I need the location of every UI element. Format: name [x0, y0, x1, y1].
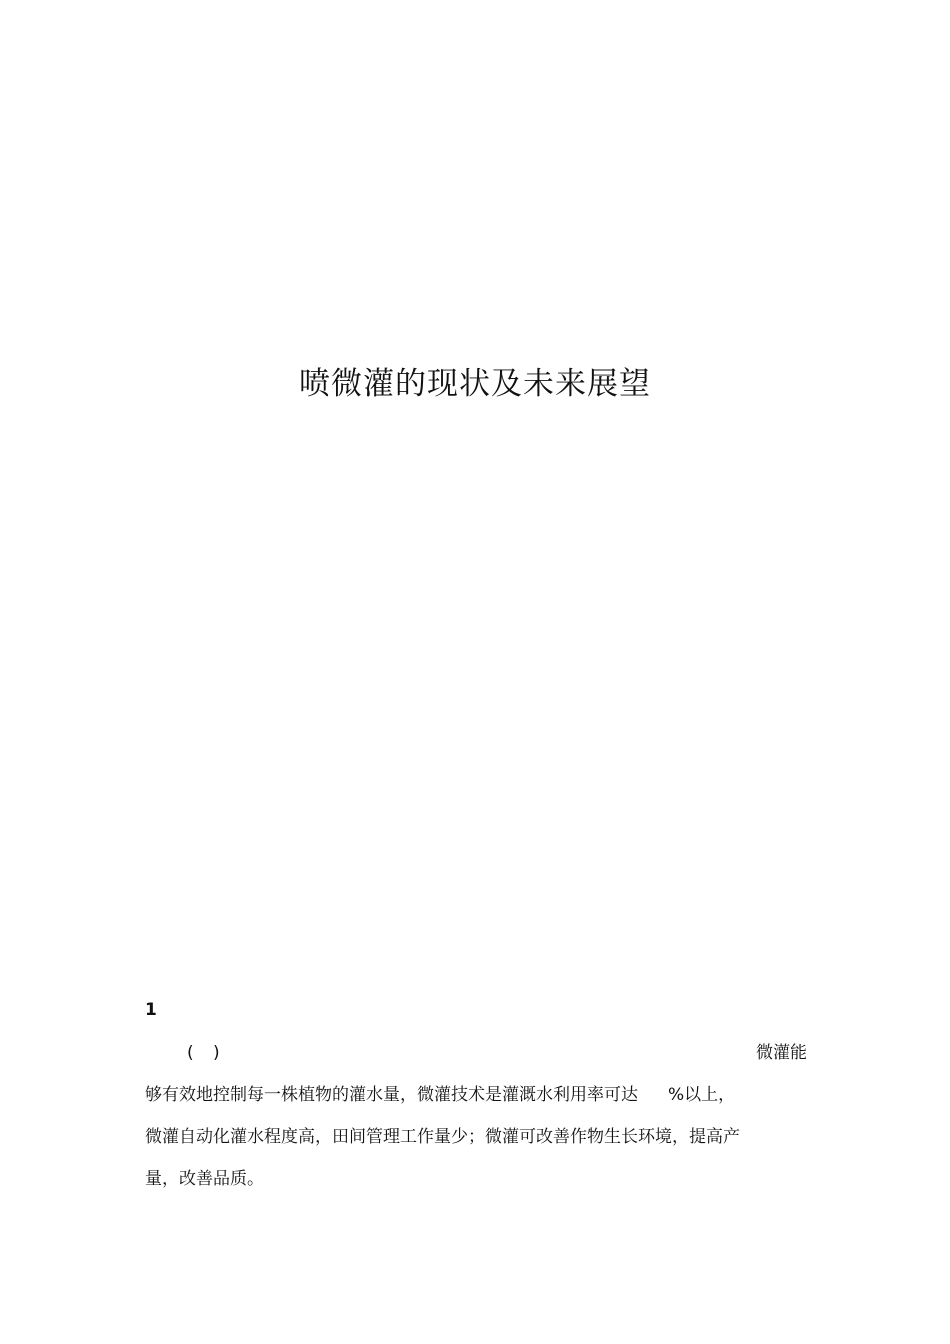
paragraph-line-2 — [145, 1082, 807, 1108]
paragraph-line-4: 量，改善品质。 — [145, 1169, 264, 1189]
paragraph-line-2-end: %以上， — [668, 1085, 736, 1105]
paragraph-line-1 — [145, 1040, 807, 1066]
paragraph-line-1-end: 微灌能 — [756, 1043, 807, 1063]
empty-parentheses: ( ) — [187, 1043, 220, 1063]
page-title: 喷微灌的现状及未来展望 — [299, 366, 651, 402]
section-number: 1 — [145, 1000, 157, 1020]
paragraph-line-2-text: 够有效地控制每一株植物的灌水量，微灌技术是灌溉水利用率可达 — [145, 1085, 638, 1105]
paragraph-line-3: 微灌自动化灌水程度高，田间管理工作量少；微灌可改善作物生长环境，提高产 — [145, 1127, 740, 1147]
